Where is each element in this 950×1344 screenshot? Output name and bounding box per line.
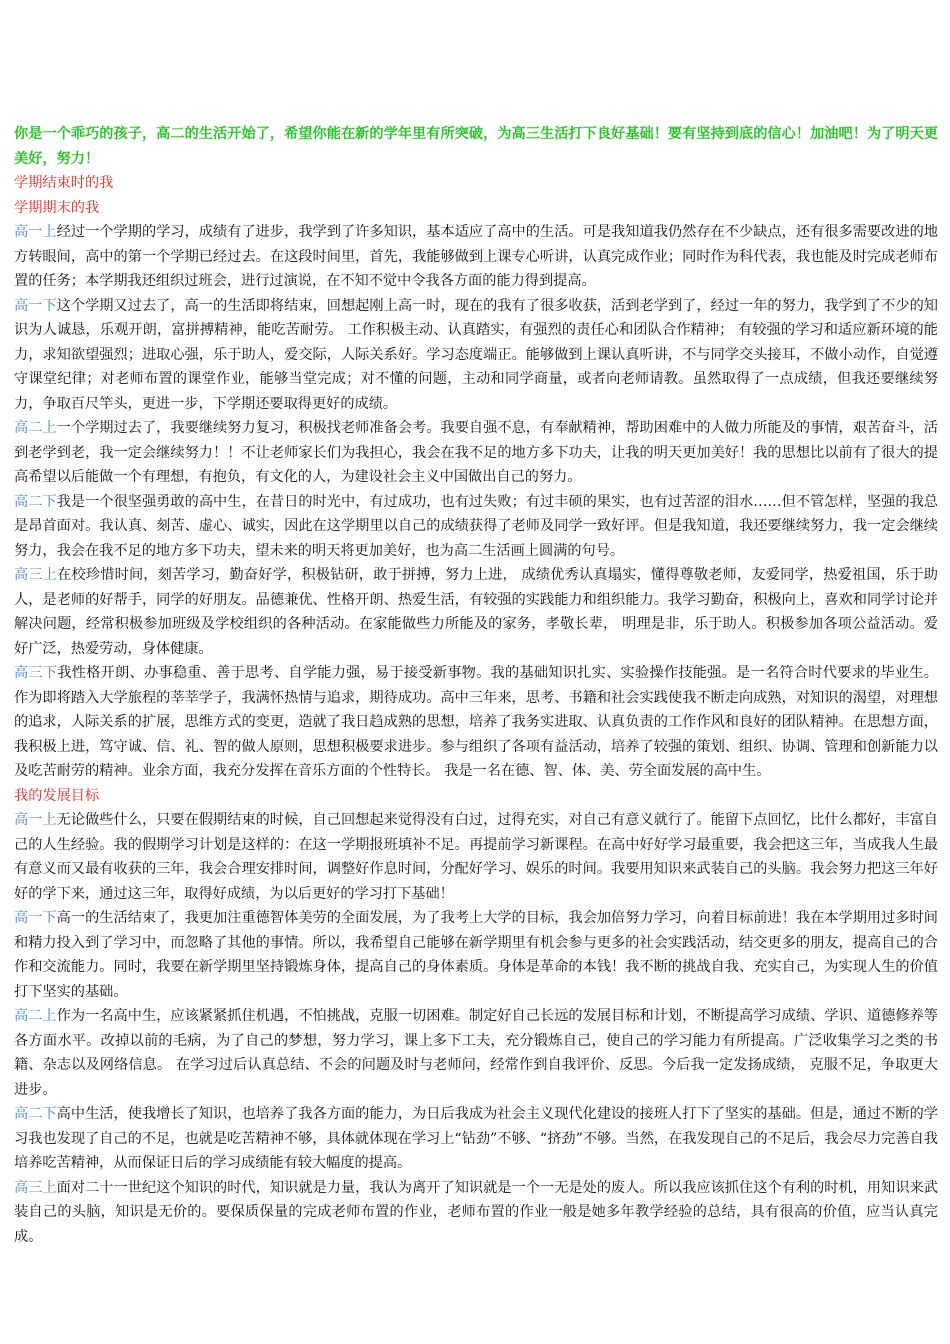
term-tag: 高三上 (14, 567, 58, 583)
term-tag: 高一上 (14, 224, 57, 240)
term-tag: 高二上 (14, 420, 57, 436)
section-title-end-of-term: 学期结束时的我 (14, 175, 114, 191)
paragraph-s2-grade12-first (14, 1176, 938, 1250)
paragraph-text: 作为一名高中生，应该紧紧抓住机遇，不怕挑战，克服一切困难。制定好自己长远的发展目标和计划，不断提高学习成绩、学识、道德修养等各方面水平。改掉以前的毛病，为了自己的梦想，努力学习，课上多下工夫，充分锻炼自己，使自己的学习能力有所提高。广泛收集学习之类的书籍、杂志以及网络信息。 在学习过后认真总结、不会的问题及时与老师问，经常作到自我评价、反思。今后我一定发扬成绩， 克服不足，争取更大进步。 (14, 1008, 938, 1098)
paragraph-text: 在校珍惜时间，刻苦学习，勤奋好学，积极钻研，敢于拼搏，努力上进， 成绩优秀认真塌实，懂得尊敬老师，友爱同学，热爱祖国，乐于助人，是老师的好帮手，同学的好朋友。品德兼优、性格开朗、热爱生活，有较强的实践能力和组织能力。我学习勤奋，积极向上，喜欢和同学讨论并解决问题，经常积极参加班级及学校组织的各种活动。在家能做些力所能及的家务，孝敬长辈， 明理是非，乐于助人。积极参加各项公益活动。爱好广泛，热爱劳动，身体健康。 (14, 567, 938, 657)
paragraph-s1-grade11-second (14, 490, 938, 564)
term-tag: 高二下 (14, 493, 57, 510)
section-subtitle-term-end: 学期期末的我 (14, 199, 100, 216)
paragraph-s2-grade10-second (14, 906, 938, 1004)
paragraph-text: 经过一个学期的学习，成绩有了进步，我学到了许多知识，基本适应了高中的生活。可是我知道我仍然存在不少缺点，还有很多需要改进的地方转眼间，高中的第一个学期已经过去。在这段时间里，首先，我能够做到上课专心听讲，认真完成作业；同时作为科代表，我也能及时完成老师布置的任务；本学期我还组织过班会，进行过演说，在不知不觉中令我各方面的能力得到提高。 (14, 224, 938, 289)
term-tag: 高二下 (14, 1106, 57, 1122)
term-tag: 高一下 (14, 910, 57, 926)
term-tag: 高三上 (14, 1179, 57, 1196)
term-tag: 高二上 (14, 1008, 57, 1024)
paragraph-text: 面对二十一世纪这个知识的时代，知识就是力量，我认为离开了知识就是一个一无是处的废人。所以我应该抓住这个有利的时机，用知识来武装自己的头脑，知识是无价的。要保质保量的完成老师布置的作业，老师布置的作业一般是她多年教学经验的总结，具有很高的价值，应当认真完成。 (14, 1179, 938, 1245)
paragraph-text: 我性格开朗、办事稳重、善于思考、自学能力强，易于接受新事物。我的基础知识扎实、实验操作技能强。是一名符合时代要求的毕业生。 作为即将踏入大学旅程的莘莘学子，我满怀热情与追求，期待成功。高中三年来，思考、书籍和社会实践使我不断走向成熟，对知识的渴望，对理想的追求，人际关系的扩展，思维方式的变更，造就了我日趋成熟的思想，培养了我务实进取、认真负责的工作作风和良好的团队精神。在思想方面， 我积极上进，笃守诚、信、礼、智的做人原则，思想积极要求进步。参与组织了各项有益活动，培养了较强的策划、组织、协调、管理和创新能力以及吃苦耐劳的精神。业余方面，我充分发挥在音乐方面的个性特长。 我是一名在德、智、体、美、劳全面发展的高中生。 (14, 665, 938, 779)
paragraph-text: 高中生活，使我增长了知识，也培养了我各方面的能力，为日后我成为社会主义现代化建设的接班人打下了坚实的基础。但是，通过不断的学习我也发现了自己的不足，也就是吃苦精神不够，具体就体现在学习上“钻劲”不够、“挤劲”不够。当然，在我发现自己的不足后，我会尽力完善自我培养吃苦精神，从而保证日后的学习成绩能有较大幅度的提高。 (14, 1106, 938, 1171)
paragraph-text: 高一的生活结束了，我更加注重德智体美劳的全面发展，为了我考上大学的目标，我会加倍努力学习，向着目标前进！我在本学期用过多时间和精力投入到了学习中，而忽略了其他的事情。所以，我希望自己能够在新学期里有机会参与更多的社会实践活动，结交更多的朋友，提高自己的合作和交流能力。同时，我要在新学期里坚持锻炼身体，提高自己的身体素质。身体是革命的本钱！我不断的挑战自我、充实自己，为实现人生的价值打下坚实的基础。 (14, 910, 938, 1000)
paragraph-s2-grade11-first (14, 1004, 938, 1102)
section-title-development-goals: 我的发展目标 (14, 787, 100, 804)
paragraph-s2-grade10-first (14, 808, 938, 906)
paragraph-text: 一个学期过去了，我要继续努力复习，积极找老师准备会考。我要自强不息，有奉献精神，帮助困难中的人做力所能及的事情，艰苦奋斗，活到老学到老，我一定会继续努力！！不让老师家长们为我担心，我会在我不足的地方多下功夫，让我的明天更加美好！我的思想比以前有了很大的提高希望以后能做一个有理想，有抱负，有文化的人，为建设社会主义中国做出自己的努力。 (14, 420, 938, 485)
intro-paragraph: 你是一个乖巧的孩子，高二的生活开始了，希望你能在新的学年里有所突破，为高三生活打下良好基础！要有坚持到底的信心！加油吧！为了明天更美好，努力！ (14, 126, 938, 167)
paragraph-s2-grade11-second (14, 1102, 938, 1176)
paragraph-s1-grade10-second (14, 294, 938, 417)
paragraph-text: 我是一个很坚强勇敢的高中生，在昔日的时光中，有过成功，也有过失败；有过丰硕的果实，也有过苦涩的泪水……但不管怎样，坚强的我总是昂首面对。我认真、刻苦、虚心、诚实，因此在这学期里以自己的成绩获得了老师及同学一致好评。但是我知道，我还要继续努力，我一定会继续努力，我会在我不足的地方多下功夫，望未来的明天将更加美好，也为高二生活画上圆满的句号。 (14, 493, 938, 559)
term-tag: 高一下 (14, 297, 57, 314)
paragraph-text: 无论做些什么，只要在假期结束的时候，自己回想起来觉得没有白过，过得充实，对自己有意义就行了。能留下点回忆，比什么都好，丰富自己的人生经验。我的假期学习计划是这样的：在这一学期报班填补不足。再提前学习新课程。在高中好好学习最重要，我会把这三年，当成我人生最有意义而又最有收获的三年，我会合理安排时间，调整好作息时间，分配好学习、娱乐的时间。我要用知识来武装自己的头脑。我会努力把这三年好好的学下来，通过这三年，取得好成绩，为以后更好的学习打下基础！ (14, 812, 938, 902)
term-tag: 高三下 (14, 665, 58, 681)
paragraph-s1-grade12-second (14, 661, 938, 784)
paragraph-s1-grade10-first (14, 220, 938, 294)
paragraph-text: 这个学期又过去了，高一的生活即将结束，回想起刚上高一时，现在的我有了很多收获，活到老学到了，经过一年的努力，我学到了不少的知识为人诚恳，乐观开朗，富拼搏精神，能吃苦耐劳。 工作积极主动、认真踏实，有强烈的责任心和团队合作精神； 有较强的学习和适应新环境的能力，求知欲望强烈；进取心强，乐于助人，爱交际，人际关系好。学习态度端正。能够做到上课认真听讲，不与同学交头接耳，不做小动作，自觉遵守课堂纪律；对老师布置的课堂作业，能够当堂完成；对不懂的问题，主动和同学商量，或者向老师请教。虽然取得了一点成绩，但我还要继续努力，争取百尺竿头，更进一步，下学期还要取得更好的成绩。 (14, 297, 938, 412)
paragraph-s1-grade11-first (14, 416, 938, 490)
paragraph-s1-grade12-first (14, 563, 938, 661)
term-tag: 高一上 (14, 812, 57, 828)
